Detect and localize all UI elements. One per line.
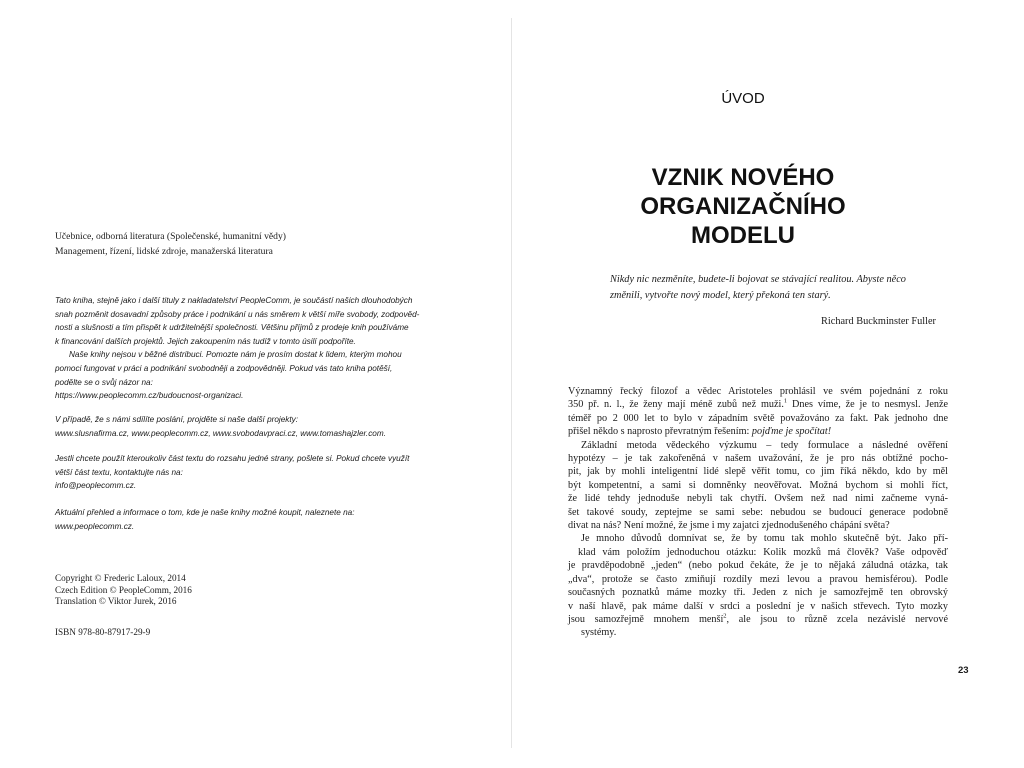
about-link: https://www.peoplecomm.cz/budoucnost-organizaci. [55, 391, 244, 401]
usage-email: info@peoplecomm.cz. [55, 481, 137, 491]
body-line: šet takové soudy, zeptejme se sami sebe: nebudou se budoucí generace podobně [568, 506, 948, 518]
chapter-body [568, 385, 948, 640]
catalog-line: Management, řízení, lidské zdroje, manažerská literatura [55, 246, 273, 257]
body-line: hypotézy – je tak zakořeněná v našem uvažování, že je pro nás obtížné pocho- [568, 453, 948, 465]
body-text-span: 350 př. n. l., že ženy mají méně zubů než muži. [568, 399, 784, 411]
about-line: pomoci fungovat v práci a podnikání svobodněji a zodpovědněji. Pokud vás tato kniha potěší, [55, 363, 393, 373]
epigraph-line: Nikdy nic nezměníte, budete-li bojovat se stávající realitou. Abyste něco [610, 274, 906, 285]
usage-line: větší část textu, kontaktujte nás na: [55, 467, 183, 477]
body-line [568, 425, 948, 438]
overview-line: Aktuální přehled a informace o tom, kde je naše knihy možné koupit, naleznete na: [55, 508, 355, 517]
epigraph-line: změnili, vytvořte nový model, který překoná ten starý. [610, 290, 831, 301]
body-line: Je mnoho důvodů domnívat se, že by tomu tak mohlo skutečně být. Jako pří- [581, 533, 948, 545]
body-line: pit, jak by mohli inteligentní lidé slepě věřit tomu, co jim říká někdo, kdo by měl [568, 466, 948, 478]
body-line: „dva“, protože se často zmiňují rozdíly mezi levou a pravou hemisférou). Podle [568, 573, 948, 585]
copyright-line: Czech Edition © PeopleComm, 2016 [55, 584, 192, 595]
about-line: Naše knihy nejsou v běžné distribuci. Pomozte nám je prosím dostat k lidem, kterým mohou [69, 350, 402, 360]
body-line: téměř po 2 000 let to bylo v západním světě považováno za fakt. Pak jednoho dne [568, 412, 948, 424]
chapter-title [603, 163, 883, 250]
usage-line: Jestli chcete použít kteroukoliv část textu do rozsahu jedné strany, pošlete si. Pokud chcete využít [55, 454, 410, 463]
body-line [568, 398, 948, 411]
body-line: systémy. [581, 627, 617, 639]
overview-link: www.peoplecomm.cz. [55, 521, 135, 531]
body-text-span: Dnes víme, že je to nesmysl. Jenže [787, 399, 948, 411]
page-number: 23 [958, 665, 969, 676]
chapter-title-line: VZNIK NOVÉHO [651, 164, 835, 191]
overview-block [55, 506, 475, 533]
chapter-title-line: ORGANIZAČNÍHO MODELU [640, 193, 846, 249]
epigraph-attribution: Richard Buckminster Fuller [821, 316, 936, 327]
about-line: Tato kniha, stejně jako i další tituly z nakladatelství PeopleComm, je součástí našich dlouhodobých [55, 296, 413, 305]
epigraph [610, 272, 950, 304]
projects-links: www.slusnafirma.cz, www.peoplecomm.cz, www.svobodavpraci.cz, www.tomashajzler.com. [55, 428, 386, 438]
isbn: ISBN 978-80-87917-29-9 [55, 627, 151, 637]
right-page [512, 0, 1024, 768]
body-line: klad vám položím jednoduchou otázku: Kolik mozků má člověk? Vaše odpověď [578, 546, 948, 558]
about-line: nosti a slušnosti a tím přispět k udržitelnější společnosti. Většinu příjmů z prodeje knih používáme [55, 323, 409, 333]
about-line: podělte se o svůj názor na: [55, 377, 153, 387]
footnote-ref[interactable]: 1 [783, 398, 788, 406]
about-line: snah pozměnit dosavadní způsoby práce i podnikání u nás směrem k větší míře svobody, zodpověd- [55, 309, 420, 319]
publisher-about-block [55, 294, 475, 403]
section-kicker: ÚVOD [721, 90, 765, 107]
body-text-span: přišel někdo s naprosto převratným řešením: [568, 426, 752, 438]
emphasis-text: pojďme je spočítat! [751, 426, 832, 438]
footnote-ref[interactable]: 2 [723, 612, 727, 620]
catalog-classification [55, 229, 475, 259]
left-page [0, 0, 511, 768]
body-line: divat na nás? Není možné, že jsme i my zajatci zjednodušeného chápání světa? [568, 520, 890, 532]
projects-line: V případě, že s námi sdílíte poslání, projděte si naše další projekty: [55, 415, 299, 424]
copyright-line: Translation © Viktor Jurek, 2016 [55, 596, 177, 607]
body-line: v naší hlavě, pak máme další v srdci a poslední je v našich střevech. Tyto mozky [568, 600, 948, 612]
projects-block [55, 413, 475, 440]
body-line: že lidé tehdy jednoduše nebyli tak chytří. Ovšem než nad nimi začneme vyná- [568, 493, 948, 505]
catalog-line: Učebnice, odborná literatura (Společenské, humanitní vědy) [55, 231, 286, 242]
copyright-line: Copyright © Frederic Laloux, 2014 [55, 573, 186, 583]
body-line: Významný řecký filozof a vědec Aristoteles prohlásil ve svém pojednání z roku [568, 386, 948, 397]
body-line: je pravděpodobně „jeden“ (nebo pokud čekáte, že je to nějaká záludná otázka, tak [568, 560, 948, 572]
usage-block [55, 452, 475, 493]
body-line: být kompetentní, a sami si domněnky neověřovat. Možná bychom si mohli říct, [568, 479, 948, 491]
body-line: Základní metoda vědeckého výzkumu – tedy formulace a následné ověření [581, 439, 948, 451]
body-text-span: jsou samozřejmě mnohem menší [568, 613, 724, 625]
about-line: k financování dalších projektů. Jejich zakoupením nás tudíž v tomto úsilí podpoříte. [55, 336, 356, 346]
body-text-span: , ale jsou to různě zcela nezávislé nervové [726, 613, 948, 625]
body-line: současných poznatků máme mozky tři. Jeden z nich je samozřejmě ten obrovský [568, 587, 948, 599]
body-line [568, 613, 948, 626]
copyright-block [55, 573, 355, 608]
